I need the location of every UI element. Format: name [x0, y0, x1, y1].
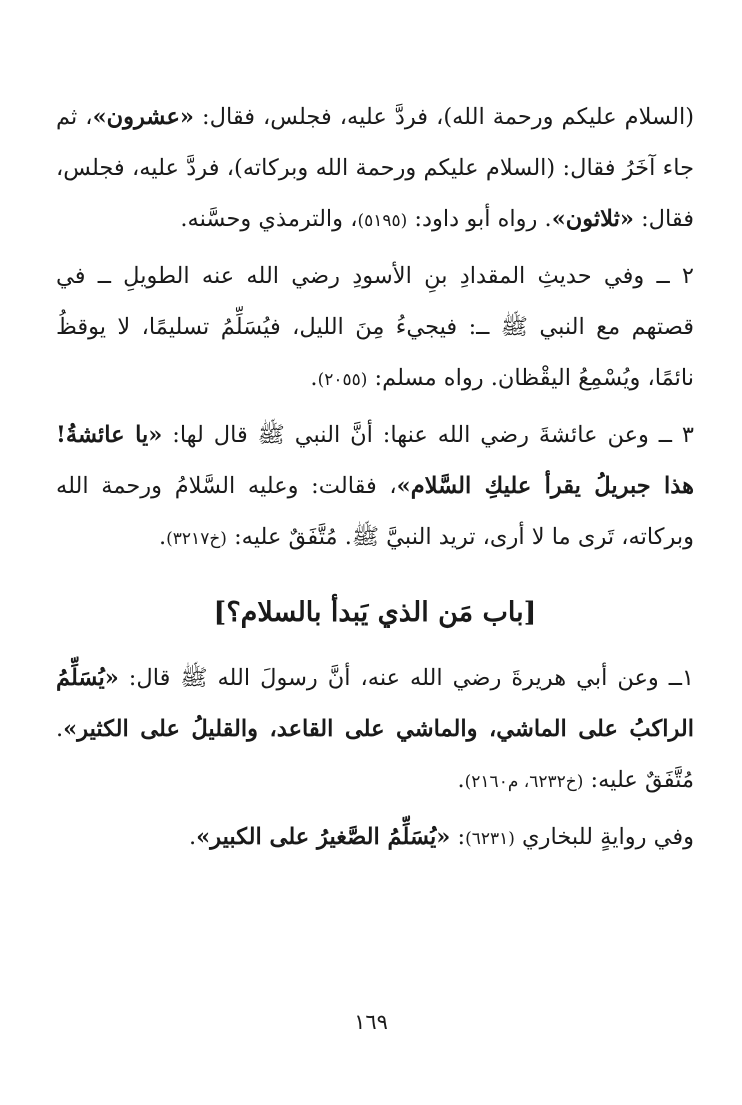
- quote-bold: «يُسَلِّمُ الصَّغيرُ على الكبير»: [196, 824, 451, 850]
- quote-bold: «يُسَلِّمُ الراكبُ على الماشي، والماشي على القاعد، والقليلُ على الكثير»: [56, 665, 694, 742]
- page-number: ١٦٩: [354, 1010, 388, 1034]
- paragraph-hadith-continuation: [56, 92, 694, 247]
- text-segment: وفي روايةٍ للبخاري: [514, 824, 694, 850]
- text-segment: ١ــ وعن أبي هريرةَ رضي الله عنه، أنَّ رسولَ الله ﷺ قال:: [118, 665, 694, 691]
- reference-number: (٢٠٥٥): [317, 370, 368, 390]
- text-segment: ، ثم جاء آخَرُ فقال: (السلام عليكم ورحمة الله وبركاته)، فردَّ عليه، فجلس، فقال:: [56, 104, 694, 232]
- text-segment: . رواه أبو داود:: [407, 206, 552, 232]
- paragraph-section-hadith-1: [56, 653, 694, 808]
- text-segment: :: [450, 824, 466, 850]
- text-segment: . مُتَّفَقٌ عليه:: [56, 716, 694, 793]
- text-segment: ، والترمذي وحسَّنه.: [180, 206, 358, 232]
- section-heading: [باب مَن الذي يَبدأ بالسلام؟]: [213, 597, 537, 628]
- reference-number: (٦٢٣١): [465, 829, 515, 849]
- reference-number: (خ٣٢١٧): [166, 529, 227, 549]
- reference-number: (خ٦٢٣٢، م٢١٦٠): [464, 772, 584, 792]
- page-body: [56, 92, 694, 1065]
- reference-number: (٥١٩٥): [357, 211, 408, 231]
- quote-bold: «عشرون»: [92, 104, 194, 130]
- text-segment: ٢ ــ وفي حديثِ المقدادِ بنِ الأسودِ رضي الله عنه الطويلِ ــ في قصتهم مع النبي ﷺ ــ: فيجيءُ مِنَ الليل، فيُسَلِّمُ تسليمًا، لا يوقظُ نائمًا، ويُسْمِعُ اليقْظان. رواه مسلم:: [56, 263, 694, 391]
- text-segment: .: [457, 767, 465, 793]
- text-segment: ، فقالت: وعليه السَّلامُ ورحمة الله وبركاته، تَرى ما لا أرى، تريد النبيَّ ﷺ. مُتَّفَقٌ عليه:: [56, 473, 694, 550]
- quote-bold: «يا عائشةُ! هذا جبريلُ يقرأ عليكِ السَّلام»: [56, 422, 694, 499]
- text-segment: ٣ ــ وعن عائشةَ رضي الله عنها: أنَّ النبي ﷺ قال لها:: [162, 422, 694, 448]
- text-segment: (السلام عليكم ورحمة الله)، فردَّ عليه، فجلس، فقال:: [194, 104, 694, 130]
- text-segment: .: [188, 824, 197, 850]
- quote-bold: «ثلاثون»: [551, 206, 634, 232]
- paragraph-bukhari-narration: [56, 812, 694, 865]
- paragraph-hadith-3: [56, 410, 694, 565]
- paragraph-hadith-2: [56, 251, 694, 406]
- text-segment: .: [159, 524, 167, 550]
- text-segment: .: [310, 365, 318, 391]
